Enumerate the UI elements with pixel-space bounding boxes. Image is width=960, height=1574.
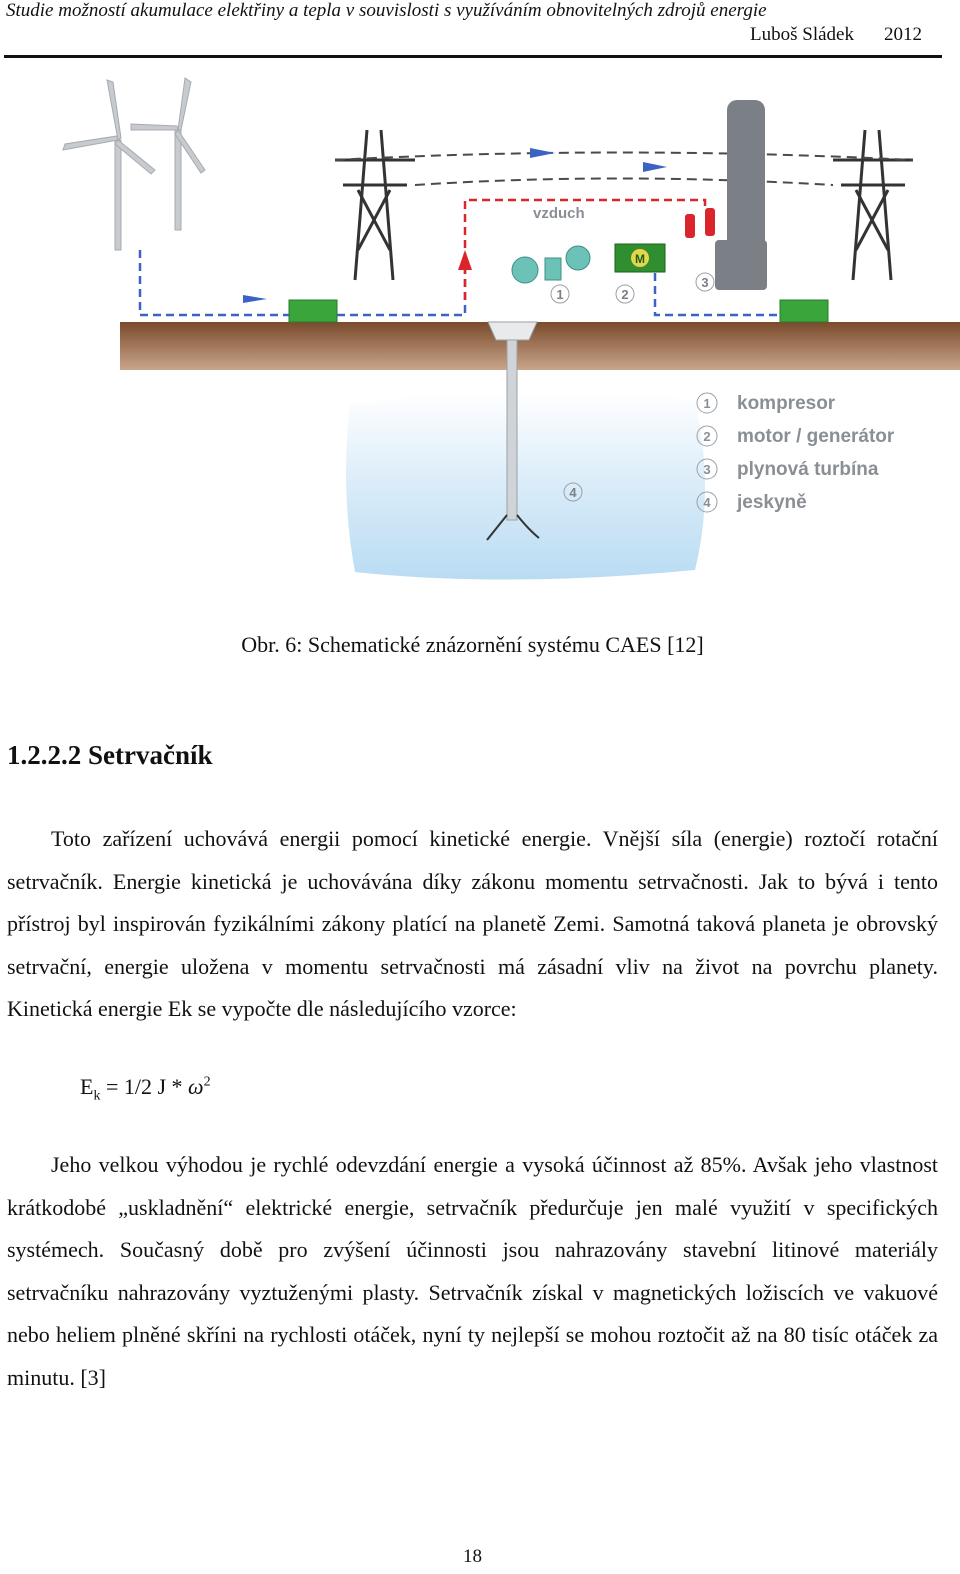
- header-author: Luboš Sládek: [750, 24, 854, 45]
- marker-3: 3: [701, 275, 709, 290]
- marker-1: 1: [556, 287, 564, 302]
- diagram-legend: [697, 393, 895, 513]
- compressor-unit-b: [545, 258, 561, 280]
- red-arrow-up: [458, 250, 472, 270]
- legend-num-3: 3: [703, 462, 711, 477]
- formula-omega: ω: [188, 1074, 204, 1099]
- formula-middle: = 1/2 J *: [100, 1074, 189, 1099]
- header-rule: [4, 55, 942, 58]
- marker-4: 4: [569, 485, 577, 500]
- red-tank-2: [705, 208, 715, 236]
- legend-label-1: kompresor: [737, 393, 836, 414]
- converter-right: [780, 300, 828, 322]
- red-tank-1: [685, 214, 695, 238]
- wind-turbines: [63, 78, 205, 250]
- ground-surface: [120, 322, 960, 370]
- compressor-unit-a: [512, 257, 538, 283]
- blue-route-left: [140, 250, 289, 315]
- formula-subscript: k: [93, 1088, 101, 1104]
- page-number: 18: [463, 1546, 482, 1567]
- cavern-shape: [346, 392, 705, 579]
- pylon-right: [833, 130, 913, 280]
- paragraph-intro: Toto zařízení uchovává energii pomocí kinetické energie. Vnější síla (energie) roztočí rotační setrvačník. Energie kinetická je uchovávána díky zákonu momentu setrvačnosti. Jak to bývá i tento přístroj byl inspirován fyzikálními zákony platící na planetě Zemi. Samotná taková planeta je obrovský setrvační, energie uložena v momentu setrvačnosti má zásadní vliv na život na povrchu planety. Kinetická energie Ek se vypočte dle následujícího vzorce:: [7, 826, 938, 1021]
- header-year: 2012: [884, 24, 922, 45]
- formula-exponent: 2: [203, 1074, 211, 1090]
- figure-caption: Obr. 6: Schematické znázornění systému CAES [12]: [241, 632, 704, 657]
- section-heading: [7, 740, 213, 771]
- legend-num-2: 2: [703, 429, 711, 444]
- air-label: vzduch: [533, 205, 585, 222]
- section-number: 1.2.2.2: [7, 740, 82, 770]
- gas-turbine-base: [715, 240, 767, 290]
- blue-arrow-3: [643, 162, 667, 172]
- well-head: [488, 322, 537, 340]
- well-pipe: [507, 324, 517, 520]
- paragraph-advantages: Jeho velkou výhodou je rychlé odevzdání energie a vysoká účinnost až 85%. Avšak jeho vlastnost krátkodobé „uskladnění“ elektrické energie, setrvačník předurčuje jen malé využití v specifických systémech. Současný době pro zvýšení účinnosti jsou nahrazovány stavební litinové materiály setrvačníku nahrazovány vyztuženými plasty. Setrvačník získal v magnetických ložiscích ve vakuové nebo heliem plněné skříni na rychlosti otáček, nyní ty nejlepší se mohou roztočit až na 80 tisíc otáček za minutu. [3]: [7, 1152, 938, 1390]
- blue-arrow-2: [530, 148, 555, 158]
- pylon-left: [335, 130, 415, 280]
- motor-symbol: M: [635, 252, 645, 266]
- converter-left: [289, 300, 337, 322]
- legend-label-4: jeskyně: [737, 492, 807, 513]
- power-line-lower: [415, 179, 833, 186]
- legend-label-2: motor / generátor: [737, 426, 895, 447]
- running-header-title: Studie možností akumulace elektřiny a tepla v souvislosti s využíváním obnovitelných zdrojů energie: [6, 0, 767, 21]
- compressor-unit-c: [566, 246, 590, 270]
- formula-base: E: [80, 1074, 94, 1099]
- marker-2: 2: [621, 287, 629, 302]
- kinetic-energy-formula: [80, 1074, 211, 1104]
- running-header-meta: [750, 24, 922, 46]
- section-title: Setrvačník: [88, 740, 213, 770]
- legend-label-3: plynová turbína: [737, 459, 879, 480]
- power-line-upper: [335, 153, 913, 161]
- legend-num-1: 1: [703, 396, 711, 411]
- blue-arrow-1: [243, 295, 267, 303]
- caes-diagram: [55, 60, 960, 600]
- legend-num-4: 4: [703, 495, 711, 510]
